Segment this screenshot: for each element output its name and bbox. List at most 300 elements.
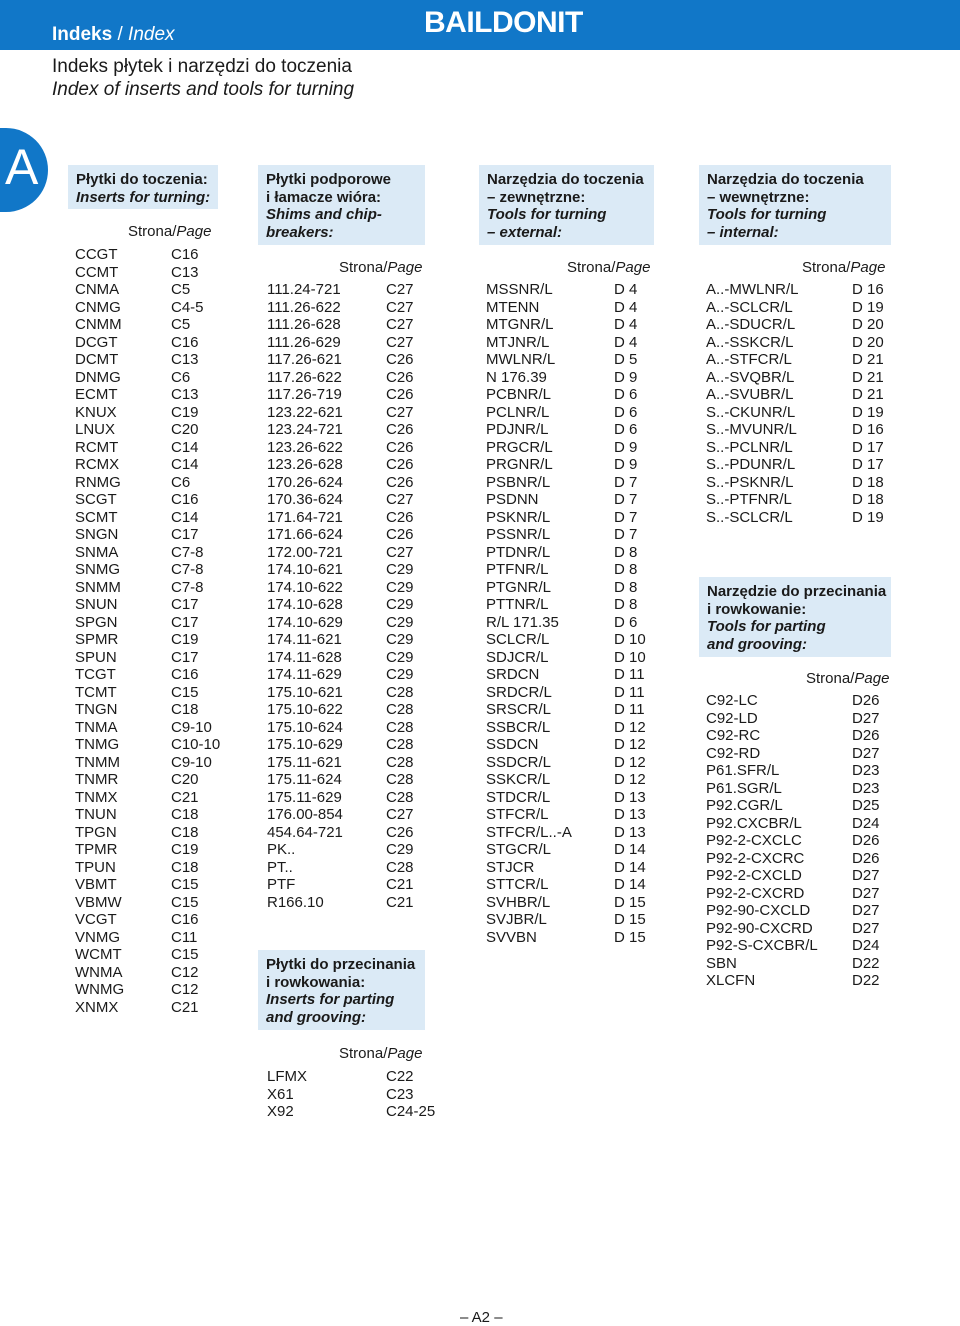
page-ref: C12 — [171, 981, 199, 998]
col2b-page-header — [339, 1045, 422, 1062]
item-code: P92-2-CXCLC — [706, 832, 802, 849]
index-row — [486, 561, 666, 579]
col3-list — [486, 281, 666, 946]
page-ref: D27 — [852, 709, 880, 727]
page-ref: C27 — [386, 491, 414, 508]
item-code: STJCR — [486, 858, 535, 876]
item-code: LFMX — [267, 1068, 308, 1085]
item-code: TNMG — [75, 736, 120, 753]
col4-list — [706, 281, 906, 526]
index-row — [706, 727, 906, 745]
index-row — [706, 281, 906, 299]
index-row — [267, 526, 437, 544]
index-row — [486, 351, 666, 369]
index-row — [75, 281, 235, 299]
page-label: Page — [850, 259, 886, 276]
index-row — [75, 316, 235, 334]
item-code: SSKCR/L — [486, 771, 551, 788]
strona-label: Strona/ — [567, 259, 616, 276]
section-letter: A — [5, 139, 39, 195]
col2b-list — [267, 1068, 447, 1121]
page-ref: D26 — [852, 692, 880, 709]
item-code: R/L 171.35 — [486, 613, 559, 631]
page-ref: D23 — [852, 762, 880, 779]
page-ref: C14 — [171, 456, 199, 473]
page-ref: C6 — [171, 473, 191, 491]
index-row — [486, 894, 666, 912]
index-row — [706, 421, 906, 439]
col2-page-header — [339, 259, 422, 276]
index-row — [267, 1086, 447, 1104]
index-row — [486, 491, 666, 509]
item-code: PSBNR/L — [486, 473, 551, 491]
page-ref: D 14 — [614, 841, 646, 858]
page-ref: D 7 — [614, 526, 638, 543]
col4b-head-l4: and grooving: — [707, 635, 807, 653]
item-code: SRDCR/L — [486, 683, 552, 701]
index-row — [267, 614, 437, 632]
page-ref: D27 — [852, 867, 880, 884]
page-ref: D 12 — [614, 718, 646, 736]
index-row — [486, 771, 666, 789]
page-ref: D 4 — [614, 281, 638, 298]
index-row — [267, 316, 437, 334]
item-code: TNMM — [75, 753, 120, 771]
item-code: RCMT — [75, 438, 119, 456]
index-row — [486, 824, 666, 842]
item-code: 174.10-629 — [267, 613, 343, 631]
item-code: 170.36-624 — [267, 491, 343, 508]
page-ref: C27 — [386, 333, 414, 351]
index-row — [267, 561, 437, 579]
index-row — [75, 806, 235, 824]
col4-head-l3: Tools for turning — [707, 206, 827, 223]
item-code: SBN — [706, 954, 737, 972]
page-ref: C27 — [386, 316, 414, 333]
index-row — [267, 299, 437, 317]
item-code: A..-STFCR/L — [706, 351, 792, 368]
page-ref: D 9 — [614, 438, 638, 456]
item-code: 174.10-628 — [267, 596, 343, 613]
item-code: 454.64-721 — [267, 823, 343, 841]
item-code: 171.66-624 — [267, 526, 343, 543]
index-row — [267, 631, 437, 649]
index-row — [706, 920, 906, 938]
baildonit-logo: BAILDONIT — [424, 6, 583, 39]
col3-header — [479, 165, 654, 245]
page-label: Page — [615, 259, 651, 276]
item-code: SNMM — [75, 578, 121, 596]
page-ref: C28 — [386, 718, 414, 736]
index-row — [706, 780, 906, 798]
item-code: 175.10-621 — [267, 683, 343, 701]
strona-label: Strona/ — [339, 259, 388, 276]
page-ref: C13 — [171, 351, 199, 368]
index-row — [706, 815, 906, 833]
item-code: P92.CGR/L — [706, 797, 783, 814]
page-ref: D22 — [852, 954, 880, 972]
page-ref: C26 — [386, 473, 414, 491]
page-ref: D 12 — [614, 753, 646, 771]
page-ref: D 16 — [852, 421, 884, 438]
item-code: VCGT — [75, 911, 117, 928]
page-ref: D 17 — [852, 438, 884, 456]
item-code: PT.. — [267, 858, 293, 876]
page-label: Page — [854, 670, 890, 687]
page-ref: D22 — [852, 972, 880, 989]
index-row — [267, 351, 437, 369]
item-code: S..-SCLCR/L — [706, 508, 793, 526]
item-code: SCGT — [75, 491, 117, 508]
item-code: SRSCR/L — [486, 701, 552, 718]
page-ref: C27 — [386, 403, 414, 421]
index-row — [706, 762, 906, 780]
page-ref: D 21 — [852, 351, 884, 368]
page-ref: C22 — [386, 1068, 414, 1085]
index-row — [706, 509, 906, 527]
item-code: LNUX — [75, 421, 116, 438]
item-code: 117.26-621 — [267, 351, 342, 368]
index-row — [486, 701, 666, 719]
item-code: TPMR — [75, 841, 118, 858]
index-row — [706, 334, 906, 352]
page-ref: D 20 — [852, 316, 884, 333]
col2b-head-l1: Płytki do przecinania — [266, 956, 416, 973]
index-row — [75, 421, 235, 439]
index-row — [267, 876, 437, 894]
item-code: TNMX — [75, 788, 118, 806]
page-ref: D 15 — [614, 911, 646, 928]
index-row — [267, 334, 437, 352]
index-row — [267, 386, 437, 404]
item-code: PK.. — [267, 841, 296, 858]
index-row — [486, 631, 666, 649]
col3-page-header — [567, 259, 650, 276]
item-code: 111.26-622 — [267, 298, 341, 316]
index-row — [486, 859, 666, 877]
page-ref: C15 — [171, 876, 199, 893]
item-code: S..-PDUNR/L — [706, 456, 796, 473]
strona-label: Strona/ — [802, 259, 851, 276]
page-ref: D 12 — [614, 771, 646, 788]
item-code: SSDCR/L — [486, 753, 552, 771]
item-code: P92-2-CXCLD — [706, 867, 802, 884]
page-ref: D 4 — [614, 333, 638, 351]
page-ref: C21 — [171, 998, 199, 1016]
index-row — [267, 666, 437, 684]
item-code: 117.26-622 — [267, 368, 342, 386]
index-row — [267, 841, 437, 859]
index-row — [75, 544, 235, 562]
item-code: SNUN — [75, 596, 118, 613]
page-ref: D 8 — [614, 578, 638, 596]
item-code: 174.11-628 — [267, 648, 342, 666]
item-code: MTJNR/L — [486, 333, 550, 351]
item-code: 175.10-622 — [267, 701, 343, 718]
item-code: SPGN — [75, 613, 118, 631]
item-code: STFCR/L..-A — [486, 823, 572, 841]
page-label: Page — [176, 223, 212, 240]
page-ref: D 9 — [614, 456, 638, 473]
index-row — [706, 867, 906, 885]
index-row — [75, 684, 235, 702]
index-row — [486, 509, 666, 527]
page-ref: D 18 — [852, 491, 884, 508]
item-code: 175.10-624 — [267, 718, 343, 736]
index-row — [75, 981, 235, 999]
item-code: PTTNR/L — [486, 596, 549, 613]
item-code: N 176.39 — [486, 368, 547, 386]
page-ref: C16 — [171, 491, 199, 508]
page-ref: C20 — [171, 771, 199, 788]
item-code: WNMG — [75, 981, 125, 998]
index-row — [486, 474, 666, 492]
index-row — [706, 955, 906, 973]
page-ref: C15 — [171, 683, 199, 701]
index-row — [267, 596, 437, 614]
item-code: SVJBR/L — [486, 911, 547, 928]
page-ref: D26 — [852, 832, 880, 849]
item-code: PTF — [267, 876, 296, 893]
page-ref: C23 — [386, 1085, 414, 1103]
item-code: S..-MVUNR/L — [706, 421, 797, 438]
page-ref: C13 — [171, 386, 199, 403]
page-ref: D 12 — [614, 736, 646, 753]
index-row — [75, 999, 235, 1017]
page-ref: C18 — [171, 701, 199, 718]
item-code: 111.26-629 — [267, 333, 341, 351]
item-code: A..-SVQBR/L — [706, 368, 795, 386]
page-ref: C18 — [171, 806, 199, 823]
index-row — [75, 369, 235, 387]
page-ref: D26 — [852, 849, 880, 867]
page-title — [52, 55, 354, 101]
item-code: ECMT — [75, 386, 118, 403]
page-ref: D 6 — [614, 613, 638, 631]
index-row — [75, 859, 235, 877]
item-code: A..-SDUCR/L — [706, 316, 796, 333]
index-row — [75, 509, 235, 527]
index-row — [267, 509, 437, 527]
item-code: RCMX — [75, 456, 120, 473]
col2-list — [267, 281, 437, 911]
index-row — [706, 832, 906, 850]
index-row — [706, 885, 906, 903]
page-ref: C29 — [386, 666, 414, 683]
index-row — [706, 351, 906, 369]
page-ref: C27 — [386, 281, 414, 298]
index-row — [75, 736, 235, 754]
index-row — [75, 299, 235, 317]
page-ref: C10-10 — [171, 736, 221, 753]
page-ref: C29 — [386, 613, 414, 631]
page-ref: D 4 — [614, 316, 638, 333]
page-ref: C29 — [386, 561, 414, 578]
item-code: 175.11-624 — [267, 771, 342, 788]
index-row — [706, 299, 906, 317]
item-code: C92-RC — [706, 727, 761, 744]
page-ref: C17 — [171, 596, 199, 613]
page-ref: D 7 — [614, 473, 638, 491]
index-row — [706, 902, 906, 920]
col3-head-l3: Tools for turning — [487, 206, 607, 223]
item-code: C92-LD — [706, 709, 758, 727]
page-ref: D 4 — [614, 298, 638, 316]
page-ref: C28 — [386, 753, 414, 771]
index-row — [486, 369, 666, 387]
page-ref: C28 — [386, 771, 414, 788]
index-row — [267, 649, 437, 667]
col2b-header — [258, 950, 425, 1030]
index-row — [267, 421, 437, 439]
index-row — [486, 719, 666, 737]
item-code: S..-PSKNR/L — [706, 473, 794, 491]
page-ref: C15 — [171, 946, 199, 963]
page-ref: C29 — [386, 841, 414, 858]
col3-head-l1: Narzędzia do toczenia — [487, 171, 644, 188]
index-row — [486, 736, 666, 754]
page-ref: C26 — [386, 386, 414, 403]
index-row — [267, 771, 437, 789]
page-ref: C17 — [171, 648, 199, 666]
item-code: DCGT — [75, 333, 118, 351]
item-code: 111.26-628 — [267, 316, 341, 333]
col4b-list — [706, 692, 906, 990]
page-ref: D27 — [852, 744, 880, 762]
index-row — [267, 369, 437, 387]
page-ref: D24 — [852, 937, 880, 954]
page-label: Page — [387, 259, 423, 276]
page-ref: D 11 — [614, 666, 645, 683]
index-row — [75, 894, 235, 912]
item-code: P92.CXCBR/L — [706, 814, 802, 832]
item-code: P92-2-CXCRC — [706, 849, 805, 867]
page-ref: C5 — [171, 316, 191, 333]
item-code: PCBNR/L — [486, 386, 552, 403]
page-ref: C28 — [386, 736, 414, 753]
col1-head-pl: Płytki do toczenia: — [76, 171, 208, 188]
index-row — [267, 439, 437, 457]
index-row — [706, 386, 906, 404]
item-code: DNMG — [75, 368, 121, 386]
strona-label: Strona/ — [806, 670, 855, 687]
page-ref: D25 — [852, 797, 880, 814]
col1-head-en: Inserts for turning: — [76, 188, 211, 206]
index-row — [267, 859, 437, 877]
index-row — [75, 456, 235, 474]
col4b-header — [699, 577, 891, 657]
page-ref: D 6 — [614, 421, 638, 438]
header-title — [52, 24, 175, 46]
page-ref: C21 — [386, 893, 414, 911]
page-title-pl: Indeks płytek i narzędzi do toczenia — [52, 56, 352, 77]
page-ref: D 19 — [852, 508, 884, 526]
page-ref: C17 — [171, 613, 199, 631]
index-row — [486, 439, 666, 457]
page-ref: C15 — [171, 893, 199, 911]
index-row — [267, 474, 437, 492]
item-code: STFCR/L — [486, 806, 549, 823]
index-row — [486, 789, 666, 807]
page-ref: C16 — [171, 666, 199, 683]
item-code: P92-90-CXCRD — [706, 919, 813, 937]
header-separator: / — [117, 24, 123, 45]
index-row — [486, 544, 666, 562]
page-ref: D 21 — [852, 386, 884, 403]
index-row — [267, 894, 437, 912]
item-code: VBMT — [75, 876, 117, 893]
page-ref: D24 — [852, 814, 880, 832]
item-code: SVVBN — [486, 928, 537, 946]
page-ref: C21 — [386, 876, 414, 893]
page-ref: D 15 — [614, 928, 646, 946]
page-ref: D27 — [852, 884, 880, 902]
item-code: CCGT — [75, 246, 118, 263]
page-ref: C7-8 — [171, 561, 204, 578]
col1-header — [68, 165, 218, 209]
page-ref: D 18 — [852, 473, 884, 491]
index-row — [486, 929, 666, 947]
page-ref: C29 — [386, 648, 414, 666]
index-row — [75, 404, 235, 422]
index-row — [75, 579, 235, 597]
page-ref: C7-8 — [171, 578, 204, 596]
index-row — [267, 491, 437, 509]
index-row — [706, 692, 906, 710]
item-code: DCMT — [75, 351, 119, 368]
page-ref: D27 — [852, 919, 880, 937]
index-row — [267, 404, 437, 422]
item-code: A..-SVUBR/L — [706, 386, 794, 403]
index-row — [75, 754, 235, 772]
index-row — [706, 404, 906, 422]
item-code: WCMT — [75, 946, 122, 963]
col4-header — [699, 165, 891, 245]
page-ref: D 15 — [614, 893, 646, 911]
index-row — [75, 334, 235, 352]
item-code: 175.10-629 — [267, 736, 343, 753]
index-row — [75, 526, 235, 544]
item-code: TCMT — [75, 683, 117, 701]
col4-head-l1: Narzędzia do toczenia — [707, 171, 864, 188]
page-ref: D 5 — [614, 351, 638, 368]
item-code: TNMA — [75, 718, 118, 736]
item-code: 174.10-621 — [267, 561, 343, 578]
page-ref: D 8 — [614, 596, 638, 613]
index-row — [267, 719, 437, 737]
index-row — [267, 579, 437, 597]
index-row — [706, 456, 906, 474]
page-ref: D 13 — [614, 788, 646, 806]
page-ref: C29 — [386, 578, 414, 596]
page-ref: C26 — [386, 421, 414, 438]
index-row — [75, 824, 235, 842]
page-title-en: Index of inserts and tools for turning — [52, 79, 355, 100]
index-row — [486, 334, 666, 352]
page-ref: C28 — [386, 683, 414, 701]
index-row — [75, 264, 235, 282]
section-tab — [0, 128, 48, 212]
page-ref: C19 — [171, 631, 199, 648]
index-row — [75, 474, 235, 492]
item-code: SNGN — [75, 526, 119, 543]
item-code: CCMT — [75, 263, 119, 281]
page-ref: C9-10 — [171, 753, 212, 771]
index-row — [267, 701, 437, 719]
index-row — [486, 579, 666, 597]
page-ref: D 7 — [614, 508, 638, 526]
item-code: VBMW — [75, 893, 122, 911]
